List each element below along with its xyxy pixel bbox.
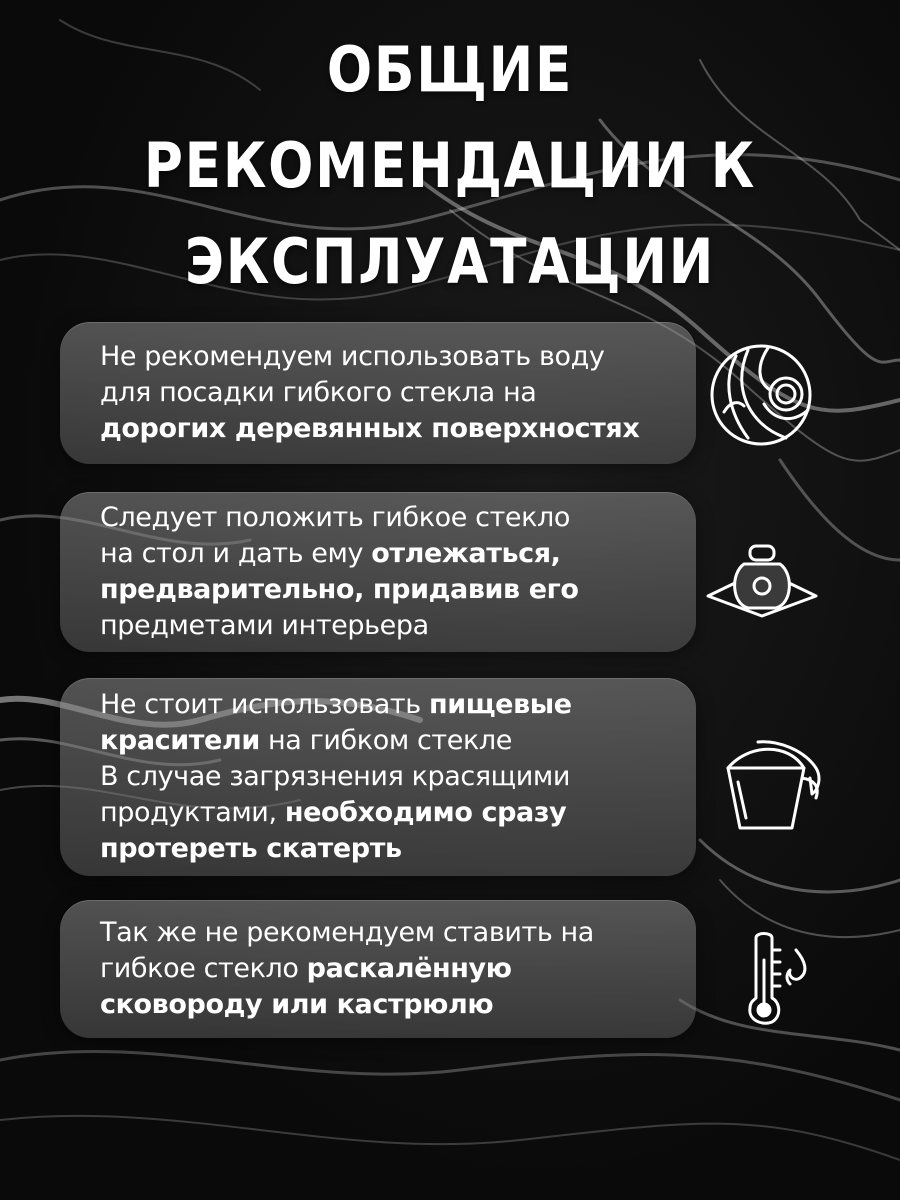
card-text-line [100,687,678,723]
card-text: Не рекомендуем использовать воду [100,341,605,372]
page-title [80,22,820,310]
card-text-line [100,831,678,867]
card-text: предметами интерьера [100,610,429,641]
card-text: В случае загрязнения красящими [100,761,570,792]
recommendation-card [60,678,696,876]
card-text-line [100,795,678,831]
card-text-line [100,500,678,536]
card-text-bold: отлежаться, [371,538,561,569]
card-text-line [100,723,678,759]
card-text-bold: предварительно, придавив его [100,574,579,605]
card-text: Так же не рекомендуем ставить на [100,917,594,948]
card-text-bold: раскалённую [306,953,512,984]
card-text-bold: сковороду или кастрюлю [100,989,494,1020]
card-text: на гибком стекле [259,725,512,756]
card-text: гибкое стекло [100,953,307,984]
card-text-bold: протереть скатерть [100,833,402,864]
card-text: Следует положить гибкое стекло [100,502,571,533]
kettlebell-weight-icon [704,544,820,620]
card-text-line [100,915,678,951]
card-text-line [100,375,678,411]
card-text-bold: необходимо сразу [284,797,567,828]
paint-bucket-icon [718,738,824,834]
card-text-bold: дорогих деревянных поверхностях [100,413,640,444]
recommendation-card [60,900,696,1038]
card-text-line [100,987,678,1023]
wood-grain-icon [708,342,814,448]
card-text-bold: красители [100,725,260,756]
card-text: для посадки гибкого стекла на [100,377,537,408]
card-text-line [100,411,678,447]
card-text: на стол и дать ему [100,538,372,569]
card-text-line [100,339,678,375]
card-text: Не стоит использовать [100,689,429,720]
thermometer-heat-icon [744,930,810,1026]
card-text: продуктами, [100,797,285,828]
card-text-bold: пищевые [428,689,572,720]
card-text-line [100,572,678,608]
recommendation-card [60,322,696,464]
title-line-2: ЭКСПЛУАТАЦИИ [184,225,716,298]
card-text-line [100,759,678,795]
card-text-line [100,951,678,987]
card-text-line [100,608,678,644]
card-text-line [100,536,678,572]
recommendation-card [60,492,696,652]
title-line-1: ОБЩИЕ РЕКОМЕНДАЦИИ К [143,33,757,202]
